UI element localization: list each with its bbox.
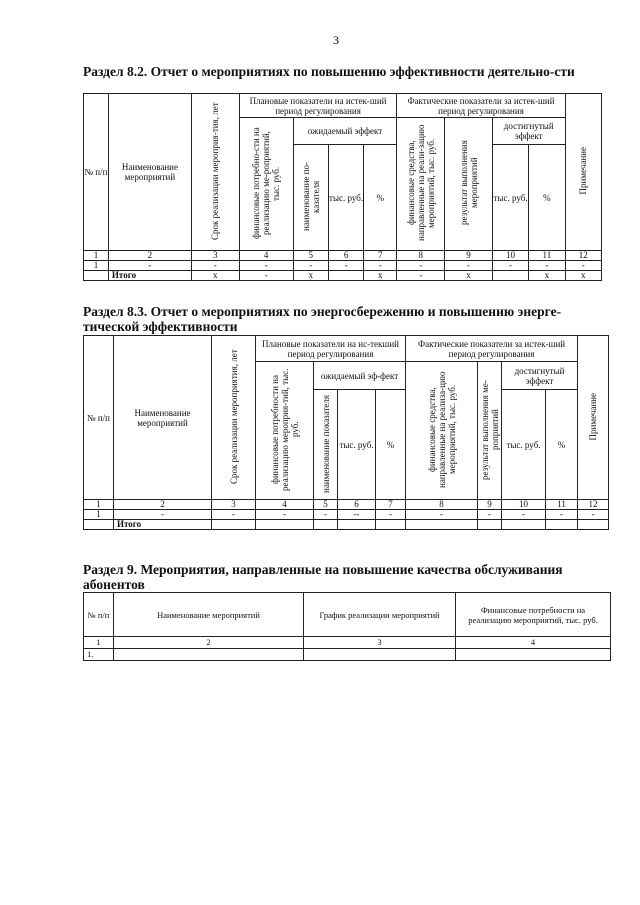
table-8-3 [83,335,609,530]
section-8-2-title: Раздел 8.2. Отчет о мероприятиях по повышению эффективности деятельно-сти [83,64,575,79]
table-row: 1 - - - - -- - - - - - - [84,510,609,520]
header-term: Срок реализации мероприя-тия, лет [191,94,239,251]
table-9 [83,592,611,661]
table-8-2 [83,93,602,281]
header-num: № п/п [84,593,114,637]
header-pct: % [364,145,397,251]
header-ind-name: наименование по-казателя [293,145,328,251]
section-9-title: Раздел 9. Мероприятия, направленные на повышение качества обслуживания абонентов [83,562,563,592]
header-fact: Фактические показатели за истек-ший период регулирования [397,94,565,118]
header-plan: Плановые показатели на истек-ший период регулирования [239,94,397,118]
total-row: Итого x - x x - x x x [84,271,602,281]
header-fin-sent: финансовые средства, направленные на реали-зацию мероприятий, тыс. руб. [397,118,445,251]
header-tr: тыс. руб. [328,145,363,251]
header-num: № п/п [84,94,109,251]
header-pct: % [376,390,406,500]
header-name: Наименование мероприятий [108,94,191,251]
header-name: Наименование мероприятий [114,593,304,637]
header-achieved: достигнутый эффект [502,362,578,390]
header-name: Наименование мероприятий [114,336,212,500]
header-expected: ожидаемый эф-фект [314,362,406,390]
header-result: результат выполнения ме-роприятий [478,362,502,500]
header-fact: Фактические показатели за истек-ший период регулирования [406,336,578,362]
header-expected: ожидаемый эффект [293,118,397,145]
header-tr2: тыс. руб. [492,145,528,251]
header-pct2: % [529,145,565,251]
header-num: № п/п [84,336,114,500]
header-schedule: График реализации мероприятий [304,593,456,637]
header-achieved: достигнутый эффект [492,118,565,145]
column-number-row: 1 2 3 4 5 6 7 8 9 10 11 12 [84,500,609,510]
header-fin-need: финансовые потребно-сти на реализацию ме-роприятий, тыс. руб. [239,118,293,251]
table-row: 1. [84,649,611,661]
header-tr: тыс. руб. [338,390,376,500]
page-number: 3 [333,33,339,47]
header-fin: Финансовые потребности на реализацию мероприятий, тыс. руб. [456,593,611,637]
header-pct2: % [546,390,578,500]
column-number-row: 1 2 3 4 5 6 7 8 9 10 11 12 [84,251,602,261]
header-note: Примечание [565,94,601,251]
header-term: Срок реализации мероприятия, лет [212,336,256,500]
column-number-row: 1 2 3 4 [84,637,611,649]
header-fin-sent: финансовые средства, направленные на реализа-цию мероприятий, тыс. руб. [406,362,478,500]
header-note: Примечание [578,336,609,500]
header-plan: Плановые показатели на ис-текший период регулирования [256,336,406,362]
header-result: результат выполнения мероприятий [445,118,493,251]
total-row: Итого [84,520,609,530]
header-tr2: тыс. руб. [502,390,546,500]
header-fin-need: финансовые потребности на реализацию мероприя-тий, тыс. руб. [256,362,314,500]
section-8-3-title: Раздел 8.3. Отчет о мероприятиях по энергосбережению и повышению энерге- тической эффективности [83,304,562,334]
header-ind-name: наименование показателя [314,390,338,500]
table-row: 1 - - - - - - - - - - - [84,261,602,271]
